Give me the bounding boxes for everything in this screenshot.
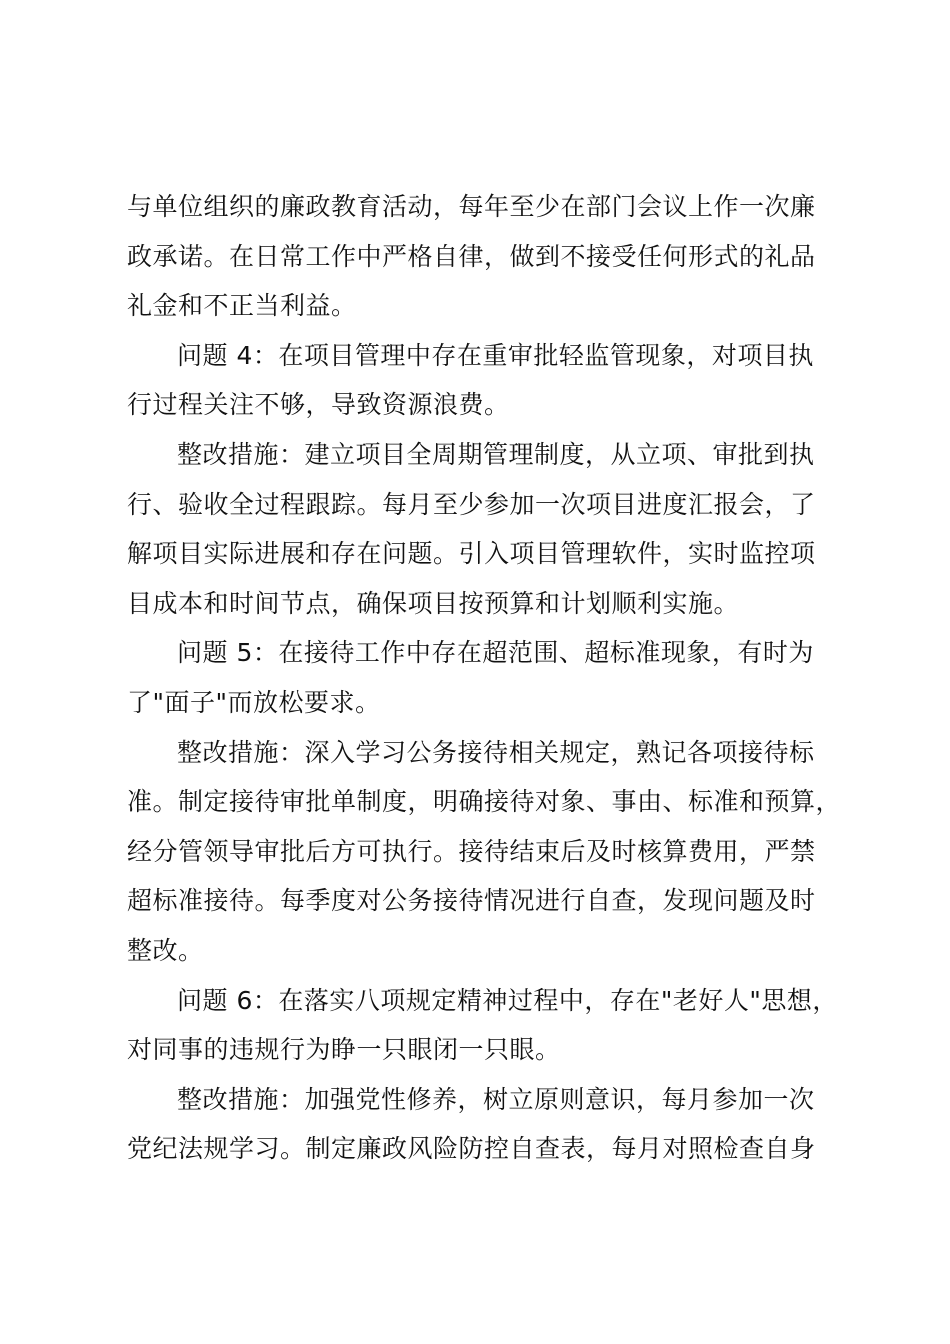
text-line: 超标准接待。每季度对公务接待情况进行自查，发现问题及时	[127, 886, 816, 916]
paragraph-first-line: 问题 4：在项目管理中存在重审批轻监管现象，对项目执	[177, 340, 814, 370]
text-line: 目成本和时间节点，确保项目按预算和计划顺利实施。	[127, 588, 740, 618]
paragraph-first-line: 整改措施：建立项目全周期管理制度，从立项、审批到执	[177, 439, 815, 469]
text-line: 与单位组织的廉政教育活动，每年至少在部门会议上作一次廉	[127, 192, 816, 221]
text-line: 政承诺。在日常工作中严格自律，做到不接受任何形式的礼品	[127, 241, 816, 271]
text-line: 解项目实际进展和存在问题。引入项目管理软件，实时监控项	[127, 539, 816, 569]
text-line: 行、验收全过程跟踪。每月至少参加一次项目进度汇报会，了	[127, 489, 816, 519]
paragraph-first-line: 问题 6：在落实八项规定精神过程中，存在"老好人"思想，	[177, 985, 838, 1015]
text-line: 礼金和不正当利益。	[127, 291, 357, 321]
text-line: 经分管领导审批后方可执行。接待结束后及时核算费用，严禁	[127, 836, 816, 866]
text-line: 准。制定接待审批单制度，明确接待对象、事由、标准和预算，	[127, 787, 842, 817]
text-line: 党纪法规学习。制定廉政风险防控自查表，每月对照检查自身	[127, 1134, 816, 1164]
paragraph-first-line: 问题 5：在接待工作中存在超范围、超标准现象，有时为	[177, 638, 814, 668]
document-body	[127, 182, 862, 1174]
text-line: 了"面子"而放松要求。	[127, 687, 381, 717]
text-line: 整改。	[127, 935, 204, 965]
paragraph-first-line: 整改措施：加强党性修养，树立原则意识，每月参加一次	[177, 1084, 815, 1114]
paragraph-first-line: 整改措施：深入学习公务接待相关规定，熟记各项接待标	[177, 737, 815, 767]
text-line: 对同事的违规行为睁一只眼闭一只眼。	[127, 1035, 561, 1065]
text-line: 行过程关注不够，导致资源浪费。	[127, 390, 510, 420]
